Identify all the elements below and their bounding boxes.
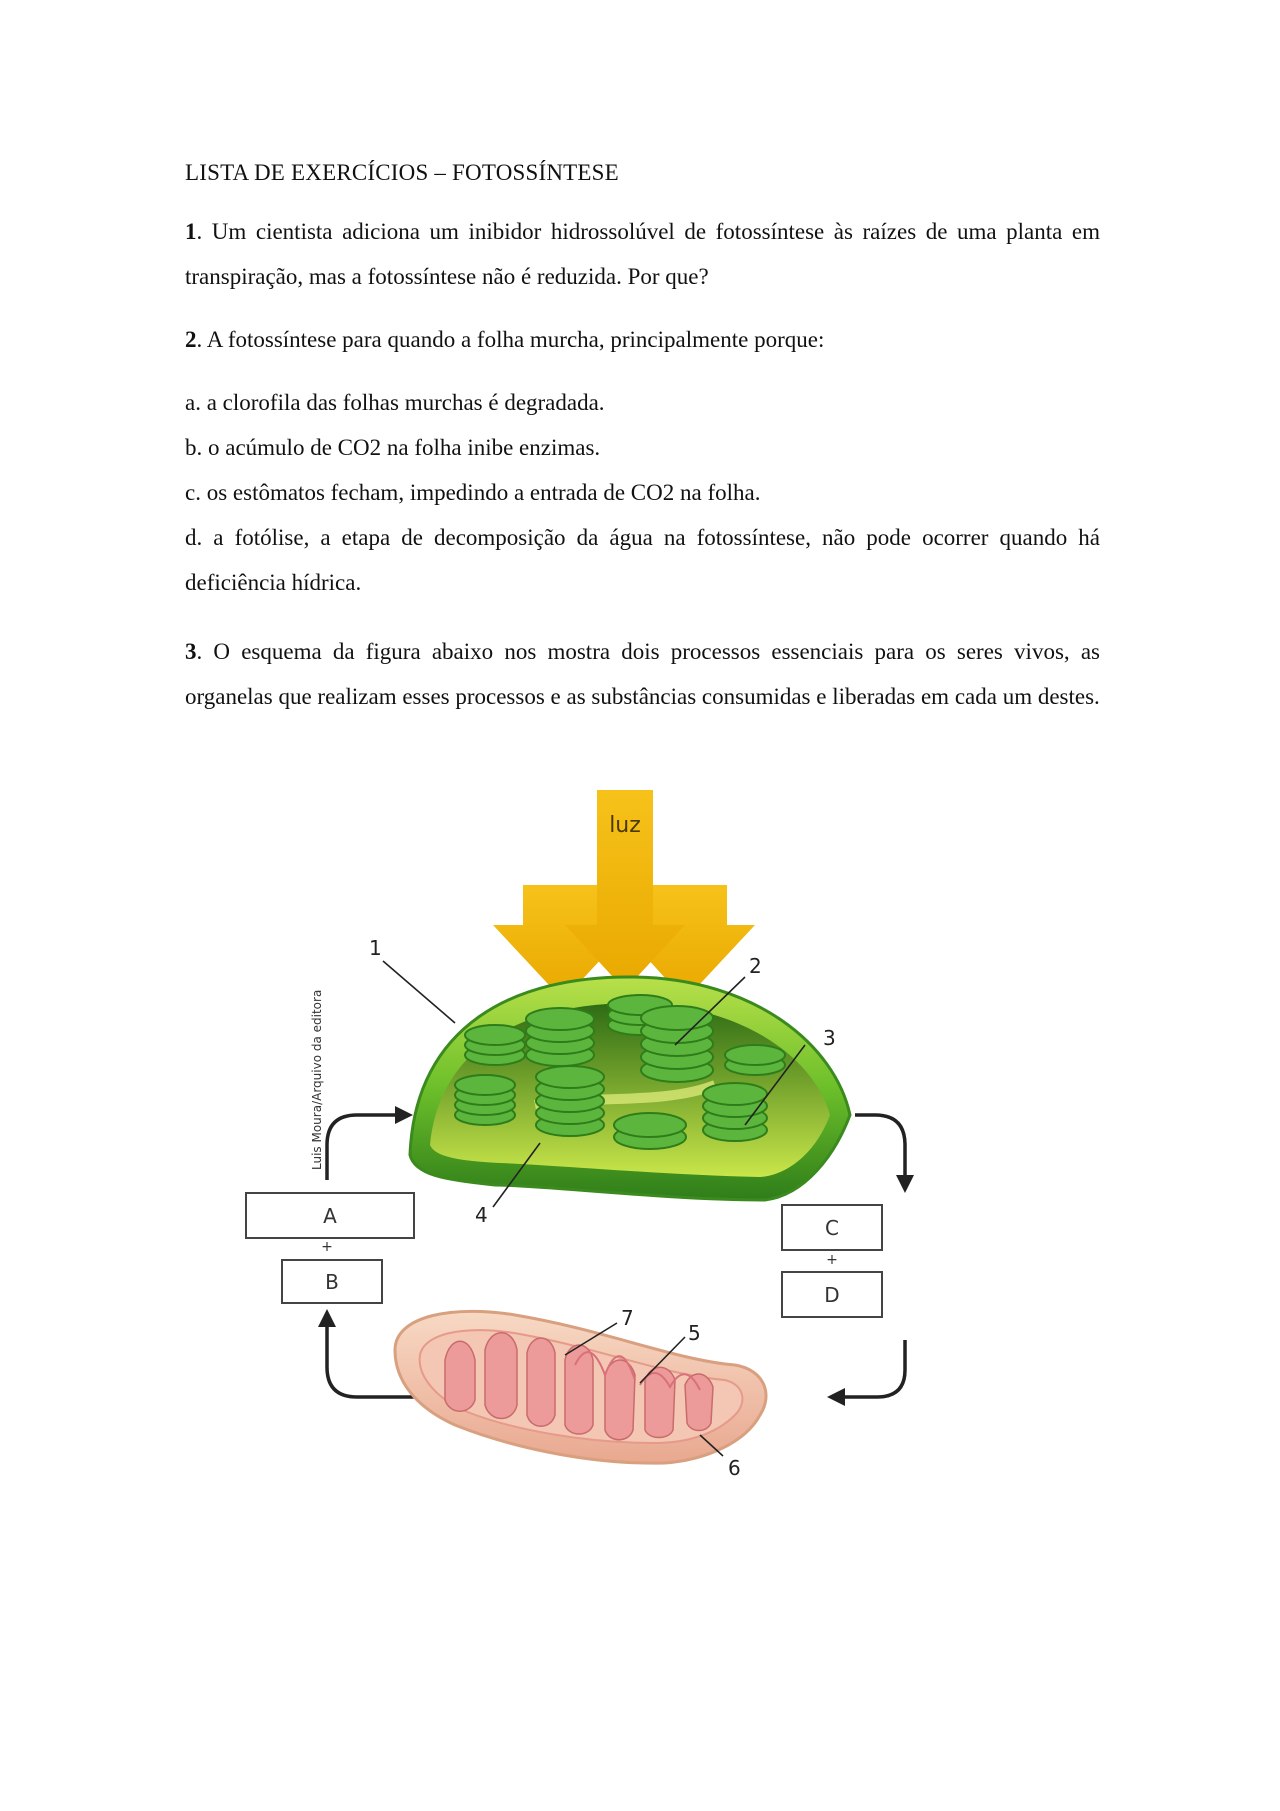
question-text: . Um cientista adiciona um inibidor hidrossolúvel de fotossíntese às raízes de uma planta em transpiração, mas a fotossíntese não é reduzida. Por que? [185,219,1100,289]
granum [614,1113,686,1149]
option-a: a. a clorofila das folhas murchas é degradada. [185,390,605,415]
question-text: . A fotossíntese para quando a folha murcha, principalmente porque: [196,327,825,352]
label-5: 5 [688,1321,701,1345]
box-d-label: D [824,1283,840,1307]
granum [703,1083,767,1141]
plus-sign-ab: + [321,1239,333,1255]
option-c: c. os estômatos fecham, impedindo a entrada de CO2 na folha. [185,480,761,505]
question-1 [185,209,1100,299]
option-d: d. a fotólise, a etapa de decomposição da água na fotossíntese, não pode ocorrer quando há deficiência hídrica. [185,525,1100,595]
arrowhead-icon [896,1175,914,1193]
chloroplast [410,977,850,1200]
question-text: . O esquema da figura abaixo nos mostra dois processos essenciais para os seres vivos, as organelas que realizam esses processos e as substâncias consumidas e liberadas em cada um destes. [185,639,1100,709]
question-number: 1 [185,219,197,244]
granum [465,1025,525,1065]
plus-sign-cd: + [826,1252,838,1268]
arrow-to-chloroplast [327,1115,395,1180]
label-3: 3 [823,1026,836,1050]
arrowhead-icon [318,1309,336,1327]
arrow-to-mitochondrion [845,1340,905,1397]
arrowhead-icon [395,1106,413,1124]
granum [536,1066,604,1136]
substance-boxes [246,1193,882,1317]
light-label: luz [609,813,641,838]
granum [526,1008,594,1066]
granum [455,1075,515,1125]
mitochondrion [395,1311,766,1463]
label-6: 6 [728,1456,741,1480]
box-b-label: B [325,1270,339,1294]
figure-credit: Luis Moura/Arquivo da editora [310,989,324,1170]
question-number: 2 [185,327,197,352]
figure-svg [245,775,1045,1615]
option-b: b. o acúmulo de CO2 na folha inibe enzimas. [185,435,601,460]
box-a-label: A [323,1204,337,1228]
photosynthesis-respiration-figure [245,775,1045,1615]
question-3 [185,629,1100,719]
document-body [185,150,1100,737]
light-arrows [493,790,755,1000]
label-2: 2 [749,954,762,978]
question-number: 3 [185,639,197,664]
label-line-1 [383,961,455,1023]
label-7: 7 [621,1306,634,1330]
arrow-chloroplast-to-c [855,1115,905,1175]
granum [725,1045,785,1075]
page-title: LISTA DE EXERCÍCIOS – FOTOSSÍNTESE [185,160,619,185]
box-c-label: C [825,1216,839,1240]
label-1: 1 [369,936,382,960]
arrowhead-icon [827,1388,845,1406]
label-4: 4 [475,1203,488,1227]
question-2 [185,317,1100,362]
question-2-options [185,380,1100,605]
